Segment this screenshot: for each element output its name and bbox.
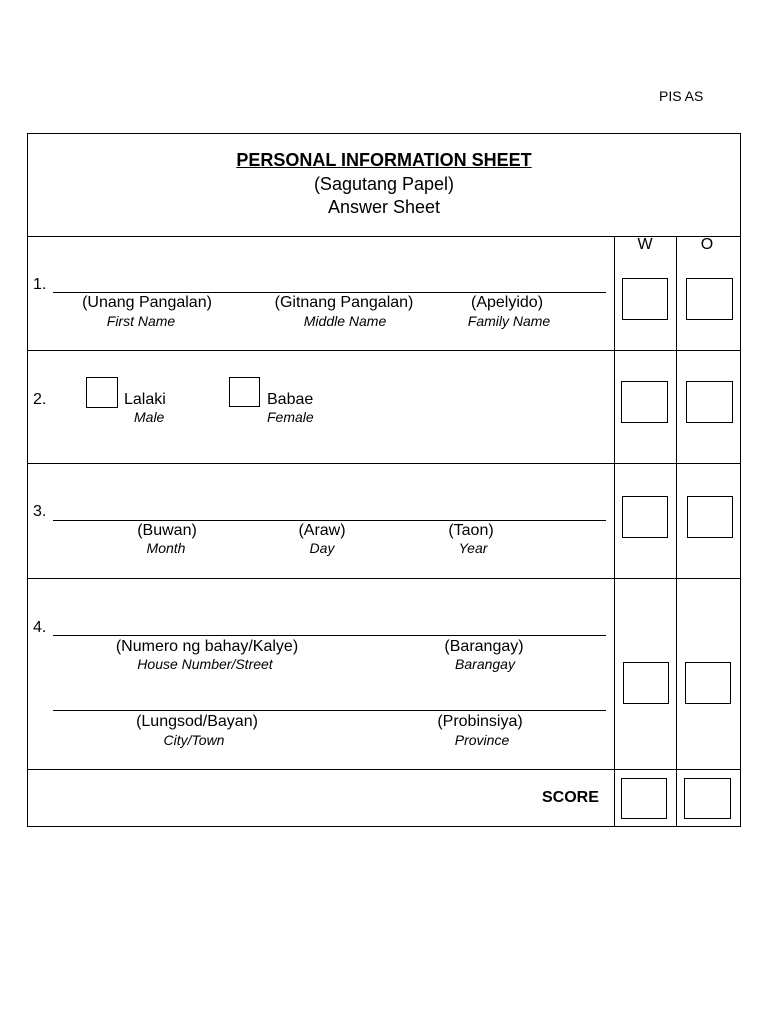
w-checkbox-item2[interactable] <box>621 381 668 423</box>
house-street-english: House Number/Street <box>137 656 273 672</box>
item-number-2: 2. <box>33 391 47 408</box>
barangay-english: Barangay <box>455 656 515 672</box>
female-english: Female <box>267 409 314 425</box>
divider-row4 <box>28 769 740 770</box>
item-number-4: 4. <box>33 619 47 636</box>
middle-name-label: (Gitnang Pangalan) <box>274 294 414 311</box>
o-checkbox-item4[interactable] <box>685 662 731 704</box>
day-label: (Araw) <box>298 522 346 539</box>
birthdate-answer-line[interactable] <box>53 520 606 521</box>
name-answer-line[interactable] <box>53 292 606 293</box>
w-score-box[interactable] <box>621 778 667 819</box>
score-label: SCORE <box>542 789 599 806</box>
year-english: Year <box>458 540 488 556</box>
day-english: Day <box>309 540 335 556</box>
form-subtitle-english: Answer Sheet <box>327 197 441 217</box>
w-checkbox-item1[interactable] <box>622 278 668 320</box>
male-english: Male <box>134 409 165 425</box>
o-checkbox-item1[interactable] <box>686 278 733 320</box>
family-name-label: (Apelyido) <box>470 294 544 311</box>
male-checkbox[interactable] <box>86 377 118 408</box>
year-label: (Taon) <box>448 522 494 539</box>
first-name-label: (Unang Pangalan) <box>82 294 212 311</box>
first-name-english: First Name <box>106 313 176 329</box>
form-title: PERSONAL INFORMATION SHEET <box>236 150 532 170</box>
month-english: Month <box>146 540 186 556</box>
house-street-label: (Numero ng bahay/Kalye) <box>115 638 299 655</box>
barangay-label: (Barangay) <box>444 638 524 655</box>
o-checkbox-item3[interactable] <box>687 496 733 538</box>
divider-row1 <box>28 350 740 351</box>
female-checkbox[interactable] <box>229 377 260 407</box>
address-answer-line-1[interactable] <box>53 635 606 636</box>
column-divider-o <box>676 236 677 826</box>
city-town-english: City/Town <box>163 732 225 748</box>
w-checkbox-item4[interactable] <box>623 662 669 704</box>
item-number-1: 1. <box>33 276 47 293</box>
column-divider-w <box>614 236 615 826</box>
city-town-label: (Lungsod/Bayan) <box>136 713 258 730</box>
form-subtitle-tagalog: (Sagutang Papel) <box>313 174 455 194</box>
o-score-box[interactable] <box>684 778 731 819</box>
column-header-o: O <box>700 236 714 253</box>
item-number-3: 3. <box>33 503 47 520</box>
address-answer-line-2[interactable] <box>53 710 606 711</box>
month-label: (Buwan) <box>137 522 197 539</box>
o-checkbox-item2[interactable] <box>686 381 733 423</box>
column-header-w: W <box>637 236 653 253</box>
male-label: Lalaki <box>124 391 166 408</box>
divider-row3 <box>28 578 740 579</box>
province-english: Province <box>454 732 510 748</box>
w-checkbox-item3[interactable] <box>622 496 668 538</box>
family-name-english: Family Name <box>467 313 551 329</box>
divider-row2 <box>28 463 740 464</box>
province-label: (Probinsiya) <box>437 713 523 730</box>
female-label: Babae <box>267 391 314 408</box>
middle-name-english: Middle Name <box>303 313 387 329</box>
form-code: PIS AS <box>659 88 704 104</box>
